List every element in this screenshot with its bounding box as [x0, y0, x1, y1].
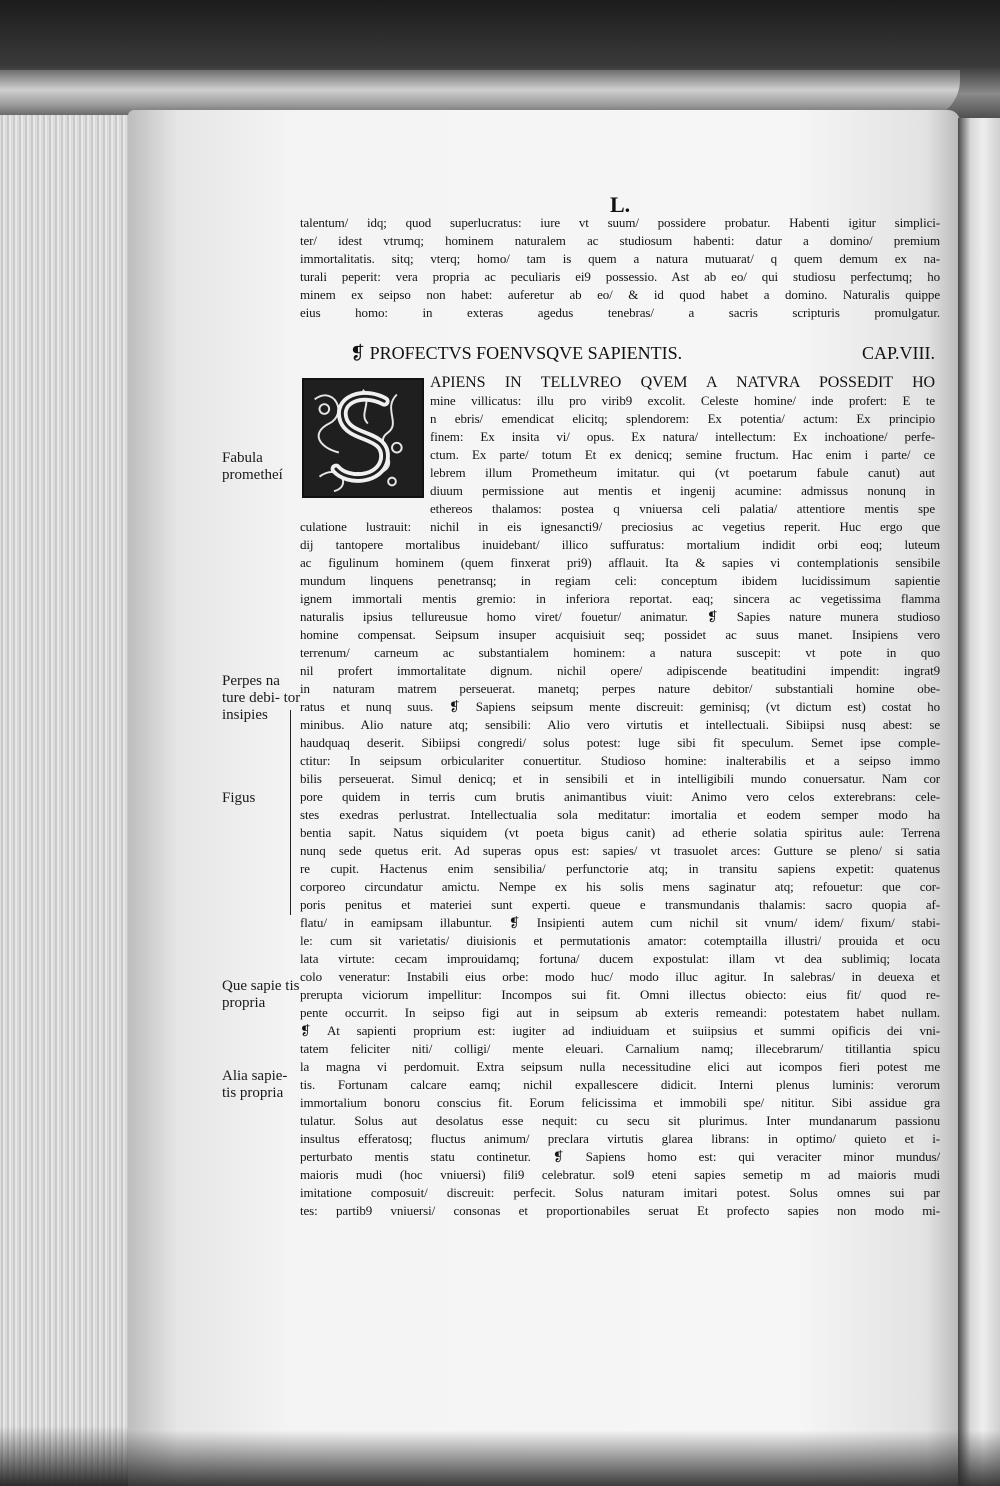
text-line: minibus. Alio nature atq; sensibili: Alio vero virtutis et intellectuali. Sibiipsi nusq abest: se: [300, 717, 940, 732]
chapter-heading: [350, 340, 935, 366]
text-line: colo veneratur: Instabili eius orbe: modo huc/ modo illuc agitur. In salebras/ in deuexa et: [300, 969, 940, 984]
decorated-initial: [302, 378, 424, 498]
text-line: stes exedras perlustrat. Intellectualia sola meditatur: imortalia et eodem semper modo ha: [300, 807, 940, 822]
text-line: ctitur: In seipsum orbiculariter conuertitur. Studioso homine: inalterabilis et a seipso immo: [300, 753, 940, 768]
text-line: lata virtute: cecam improuidamq; fortuna/ ducem expostulat: illam vt dea sublimiq; locata: [300, 951, 940, 966]
body-paragraph: [300, 518, 940, 1220]
text-line: immortalium bonoru conscius fit. Eorum felicissima et immobili spe/ nititur. Sibi assidue gra: [300, 1095, 940, 1110]
text-line: maioris mudi (hoc vniuersi) fili9 celebratur. sol9 eteni sapies semetip m ad maioris mudi: [300, 1167, 940, 1182]
text-line: nunq sede quetus erit. Ad superas opus est: sapies/ vt trasuolet arces: Gutture se pleno/ si satia: [300, 843, 940, 858]
text-line: minem ex seipso non habet: auferetur ab eo/ & id quod habet a domino. Naturalis quippe: [300, 287, 940, 302]
folio-number: L.: [610, 192, 631, 217]
text-line: immortalitatis. sitq; vterq; homo/ tam is quem a natura mutuarat/ q quem demum ex na-: [300, 251, 940, 266]
text-line: pore quidem in terris cum brutis animantibus viuit: Animo vero celos exterebrans: cele-: [300, 789, 940, 804]
margin-bracket: [290, 710, 301, 915]
top-paragraph: [300, 214, 940, 322]
text-line: ignem immortali mentis gremio: in inferiora reportat. eaq; sincera ac vegetissima flamma: [300, 591, 940, 606]
text-line: bilis perseuerat. Simul denicq; et in sensibili et in intelligibili mundo conuersatur. Nam cor: [300, 771, 940, 786]
margin-note-fabula: Fabula prometheí: [222, 450, 283, 483]
text-line: flatu/ in eamipsam illabuntur. ❡ Insipienti autem cum nichil sit vnum/ idem/ fixum/ stabi-: [300, 915, 940, 930]
text-line: prerupta viciorum impellitur: Incompos sui fit. Omni illectus obiecto: eius fit/ quod re-: [300, 987, 940, 1002]
text-line: naturalis ipsius tellureusue homo viret/ fouetur/ animatur. ❡ Sapies nature munera studioso: [300, 609, 940, 624]
text-line: ratus et nunq suus. ❡ Sapiens seipsum mente discreuit: geminisq; (vt dictum est) costat ho: [300, 699, 940, 714]
text-line: terrenum/ carneum ac substantialem hominem: a natura suscepit: vt pote in quo: [300, 645, 940, 660]
margin-note-alia: Alia sapie- tis propria: [222, 1068, 288, 1101]
text-line: culatione lustrauit: nichil in eis ignesancti9/ preciosius ac vegetius reperit. Huc ergo que: [300, 519, 940, 534]
text-line: poris penitus et materiei sunt experti. queue e transmundanis thalamis: sacro quopia af-: [300, 897, 940, 912]
text-line: dij tantopere mortalibus inuidebant/ illico suffuratus: mortalium indidit orbi eoq; luteum: [300, 537, 940, 552]
text-line: bentia sapit. Natus siquidem (vt poeta bigus canit) ad etherie solatia spiritus aule: Terrena: [300, 825, 940, 840]
text-line: talentum/ idq; quod superlucratus: iure vt suum/ possidere probatur. Habenti igitur simplici-: [300, 215, 940, 230]
margin-note-sapientis: Que sapie tis propria: [222, 978, 300, 1011]
text-line: tes: partib9 vniuersi/ consonas et proportionabiles seruat Et profecto sapies non modo mi-: [300, 1203, 940, 1218]
text-line: la magna vi perdomuit. Extra seipsum nulla necessitudine elici aut icompos fieri potest me: [300, 1059, 940, 1074]
text-line: ethereos thalamos: postea q vniuersa celi palatia/ attentiore mentis spe: [430, 501, 935, 516]
text-line: tatem feliciter niti/ colligi/ mente eleuari. Carnalium namq; illecebrarum/ titillantia spicu: [300, 1041, 940, 1056]
chapter-number: CAP.VIII.: [861, 343, 935, 363]
text-line: imitatione composuit/ discreuit: perfecit. Solus naturam imitari potest. Solus omnes sui par: [300, 1185, 940, 1200]
text-line: tulatur. Solus aut desolatus esse nequit: cu secu sit plurimus. Inter mundanarum passionu: [300, 1113, 940, 1128]
bottom-shadow: [128, 1430, 1000, 1486]
text-line: le: cum sit varietatis/ diuisionis et permutationis amator: cotemptailla illustri/ prouida et ocu: [300, 933, 940, 948]
margin-note-perpes: Perpes na ture debi- tor insipies: [222, 673, 301, 723]
text-line: ❡ At sapienti proprium est: iugiter ad indiuiduam et suiipsius et summi opificis dei vni-: [300, 1023, 940, 1038]
chapter-title: ❡ PROFECTVS FOENVSQVE SAPIENTIS.: [350, 343, 683, 363]
text-line: corporeo circundatur amictu. Nempe ex his solis mens saginatur atq; refouetur: que cor-: [300, 879, 940, 894]
text-line: ter/ idest vtrumq; hominem naturalem ac studiosum habenti: datur a domino/ premium: [300, 233, 940, 248]
text-line: turali peperit: vera propria ac peculiaris ei9 possessio. Ast ab eo/ qui studiosu perfectumq; ho: [300, 269, 940, 284]
text-line: tis. Fortunam calcare eamq; nichil expallescere didicit. Interni plenus luminis: verorum: [300, 1077, 940, 1092]
text-line: n ebris/ emendicat elicitq; splendorem: Ex potentia/ actum: Ex principio: [430, 411, 935, 426]
text-line: finem: Ex insita vi/ opus. Ex natura/ intellectum: Ex inchoatione/ perfe-: [430, 429, 935, 444]
text-line: haudquaq deserit. Sibiipsi congredi/ solus potest: luge sibi fit speculum. Semet ipse comple-: [300, 735, 940, 750]
text-line: lebrem illum Prometheum imitatur. qui (vt poetarum fabule canut) aut: [430, 465, 935, 480]
text-line: pente occurrit. In seipso figi aut in seipsum ab exteris remeandi: potestatem habet nullam.: [300, 1005, 940, 1020]
text-line: mine villicatus: illu pro virib9 excolit. Celeste homine/ inde profert: E te: [430, 393, 935, 408]
text-line: re cupit. Hactenus enim sensibilia/ perfunctorie atq; in transitu sapiens expetit: quatenus: [300, 861, 940, 876]
text-line: ctum. Ex parte/ totum Et ex denicq; semine fructum. Hac enim i parte/ ce: [430, 447, 935, 462]
margin-note-figus: Figus: [222, 790, 256, 806]
text-line: ac figulinum hominem (quem finxerat pri9) afflauit. Ita & sapies vi contemplationis sensibile: [300, 555, 940, 570]
text-line: eius homo: in exteras agedus tenebras/ a sacris scripturis promulgatur.: [300, 305, 940, 320]
text-line: nil profert immortalitate dignum. nichil opere/ adipiscende beatitudini impendit: ingrat9: [300, 663, 940, 678]
text-line: perturbato mentis statu continetur. ❡ Sapiens homo est: qui veraciter minor mundus/: [300, 1149, 940, 1164]
text-line: mundum linquens penetransq; in regiam celi: conceptum ibidem lucidissimum sapientie: [300, 573, 940, 588]
text-line: in naturam matrem perseuerat. manetq; perpes nature debitor/ substantiali homine obe-: [300, 681, 940, 696]
page-edges-left: [0, 115, 137, 1486]
text-line: diuum permissione aut mentis et ingenij acumine: admissus nonunq in: [430, 483, 935, 498]
text-line: insultus efferatosq; fluctus animum/ preclara virtutis glarea librans: in optimo/ quieto et i-: [300, 1131, 940, 1146]
initial-s-ornament: [304, 380, 422, 496]
initial-paragraph: [430, 374, 935, 518]
text-line: APIENS IN TELLVREO QVEM A NATVRA POSSEDIT HO: [430, 374, 935, 391]
text-line: homine compensat. Seipsum insuper acquisiuit seq; possidet ac suus manet. Insipiens vero: [300, 627, 940, 642]
page-edge-right: [958, 118, 1000, 1486]
